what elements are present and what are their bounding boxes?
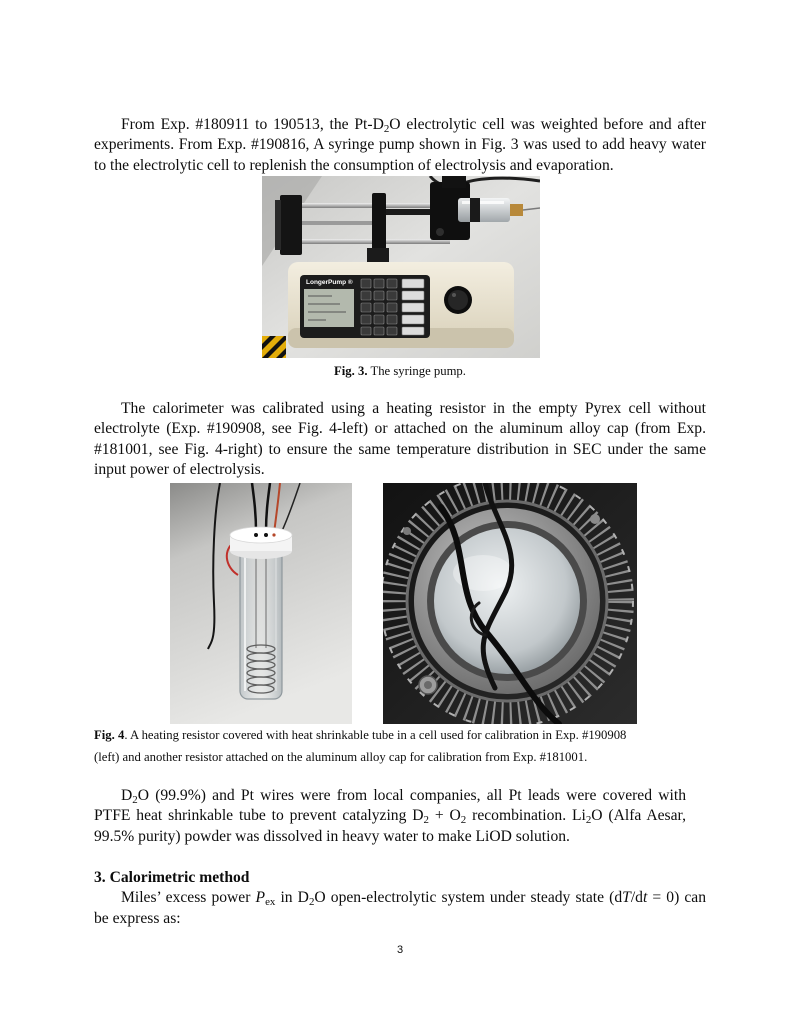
italic-variable: t (642, 889, 648, 907)
figure-3-caption-text: The syringe pump. (367, 364, 466, 378)
figure-4-left-tube-photo (170, 483, 352, 724)
paragraph-1-line-2: experiments. From Exp. #190816, A syringe pump shown in Fig. 3 was used to add heavy water (94, 136, 706, 154)
paragraph-3-line-3: 99.5% purity) powder was dissolved in heavy water to make LiOD solution. (94, 827, 570, 845)
subscript: 2 (383, 123, 390, 136)
ptfe-cap (230, 527, 292, 559)
text-run: D (121, 787, 133, 804)
figure-3-syringe-pump-photo (262, 176, 540, 358)
italic-variable: T (622, 889, 631, 907)
text-run: recombination. Li (466, 807, 586, 825)
figure-4-caption-text: . A heating resistor covered with heat shrinkable tube in a cell used for calibration in Exp. #190908 (124, 728, 627, 742)
control-knob (444, 286, 472, 314)
figure-4-label: Fig. 4 (94, 728, 125, 742)
lcd-display (304, 289, 354, 327)
pump-brand-label: LongerPump ® (306, 279, 353, 286)
paragraph-4-line-1 (121, 888, 706, 908)
paragraph-3-line-1 (121, 786, 686, 806)
figure-4-right-cell-photo (383, 483, 637, 724)
italic-variable: P (255, 889, 266, 907)
paragraph-2-line-2: electrolyte (Exp. #190908, see Fig. 4-left) or attached on the aluminum alloy cap (from Exp. (94, 420, 706, 438)
subscript: 2 (423, 814, 429, 827)
figure-3-label: Fig. 3. (334, 364, 368, 378)
subscript: 2 (132, 794, 138, 807)
subscript: 2 (585, 814, 592, 827)
text-run: = 0) can (647, 889, 707, 907)
paragraph-1-line-1 (121, 115, 706, 135)
paragraph-1-line-3: to the electrolytic cell to replenish the consumption of electrolysis and evaporation. (94, 156, 614, 174)
paragraph-2-line-4: input power of electrolysis. (94, 460, 265, 478)
figure-3-caption (94, 360, 706, 382)
page-number: 3 (396, 944, 404, 956)
figure-4-caption-line-2: (left) and another resistor attached on the aluminum alloy cap for calibration from Exp. #181001. (94, 750, 588, 764)
paragraph-4-line-2: be express as: (94, 909, 181, 927)
subscript: ex (265, 896, 276, 909)
text-run: Miles’ excess power (121, 889, 256, 907)
text-run: O (Alfa Aesar, (591, 807, 686, 825)
text-run: O (99.9%) and Pt wires were from local companies, all Pt leads were covered with (137, 787, 686, 804)
paragraph-2-line-1: The calorimeter was calibrated using a heating resistor in the empty Pyrex cell without (121, 400, 706, 417)
text-run: + O (428, 807, 461, 825)
control-panel (300, 275, 430, 338)
text-run: in D (275, 889, 309, 907)
pump-end-block (275, 195, 302, 255)
subscript: 2 (460, 814, 467, 827)
text-run: From Exp. #180911 to 190513, the Pt-D (121, 116, 384, 133)
glass-tube (240, 543, 282, 699)
text-run: O open-electrolytic system under steady state (d (314, 889, 623, 907)
figure-4-caption-line-1 (94, 724, 706, 746)
paragraph-3-line-2 (94, 806, 686, 826)
text-run: /d (630, 889, 643, 907)
section-heading: 3. Calorimetric method (94, 869, 250, 886)
text-run: PTFE heat shrinkable tube to prevent catalyzing D (94, 807, 424, 825)
subscript: 2 (308, 896, 315, 909)
text-run: O electrolytic cell was weighted before and after (389, 116, 706, 133)
paragraph-2-line-3: #181001, see Fig. 4-right) to ensure the same temperature distribution in SEC under the same (94, 440, 706, 458)
hazard-stripes (262, 336, 286, 358)
